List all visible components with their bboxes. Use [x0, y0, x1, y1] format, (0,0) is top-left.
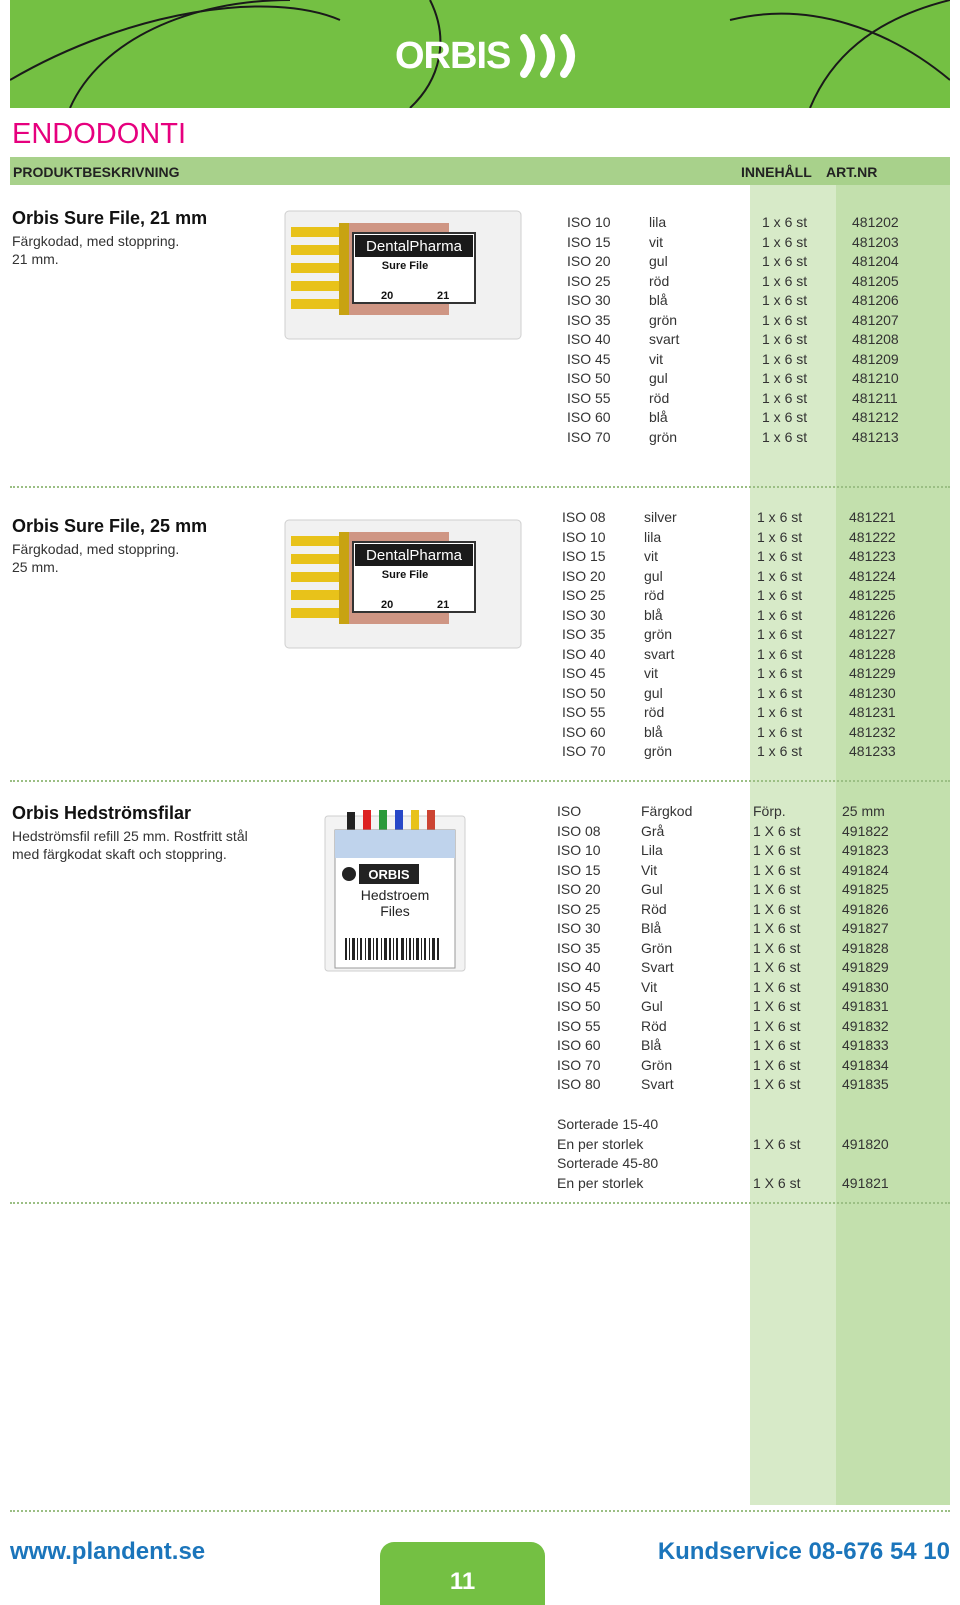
sure-file-25-photo [283, 514, 526, 654]
header-description: PRODUKTBESKRIVNING [13, 164, 180, 180]
logo-text: ORBIS [395, 34, 511, 77]
package-name-text: Sure File [381, 260, 429, 272]
package-left-text: 20 [381, 599, 394, 611]
section-divider [10, 486, 950, 488]
section-divider [10, 780, 950, 782]
package-name-text: Sure File [381, 569, 429, 581]
product-title: Orbis Sure File, 25 mm [12, 516, 208, 536]
header-content: INNEHÅLL [741, 164, 812, 180]
section-divider [10, 1202, 950, 1204]
product-desc: 21 mm. [12, 251, 59, 267]
product-desc: Hedströmsfil refill 25 mm. Rostfritt stål [12, 828, 248, 844]
package-brand-text: DentalPharma [366, 238, 462, 255]
product-desc: Färgkodad, med stoppring. [12, 541, 180, 557]
product-title: Orbis Sure File, 21 mm [12, 208, 208, 228]
package-brand-text: DentalPharma [366, 547, 462, 564]
product-title: Orbis Hedströmsfilar [12, 803, 192, 823]
header-artnr: ART.NR [826, 164, 878, 180]
footer-divider [10, 1510, 950, 1512]
section-title: ENDODONTI [12, 118, 186, 150]
sure-file-21-photo [283, 205, 526, 345]
package-name2-text: Files [380, 903, 410, 919]
orbis-logo [395, 32, 586, 80]
header-banner [10, 0, 950, 108]
product-desc: 25 mm. [12, 559, 59, 575]
product-desc: Färgkodad, med stoppring. [12, 233, 180, 249]
page-number: 11 [380, 1542, 545, 1605]
product-sure-file-21 [12, 208, 207, 268]
package-right-text: 21 [437, 599, 450, 611]
hedstroem-files-photo [305, 800, 485, 975]
column-header-bar [10, 157, 950, 185]
package-name1-text: Hedstroem [360, 887, 430, 903]
package-brand-text: ORBIS [368, 867, 410, 882]
package-left-text: 20 [381, 290, 394, 302]
product-desc: med färgkodat skaft och stoppring. [12, 846, 227, 862]
footer-website-link[interactable]: www.plandent.se [10, 1538, 206, 1565]
product-sure-file-25 [12, 516, 207, 576]
package-right-text: 21 [437, 290, 450, 302]
footer-customer-service: Kundservice 08-676 54 10 [657, 1538, 950, 1565]
logo-arcs-icon [516, 32, 586, 80]
product-hedstromsfilar [12, 803, 248, 863]
